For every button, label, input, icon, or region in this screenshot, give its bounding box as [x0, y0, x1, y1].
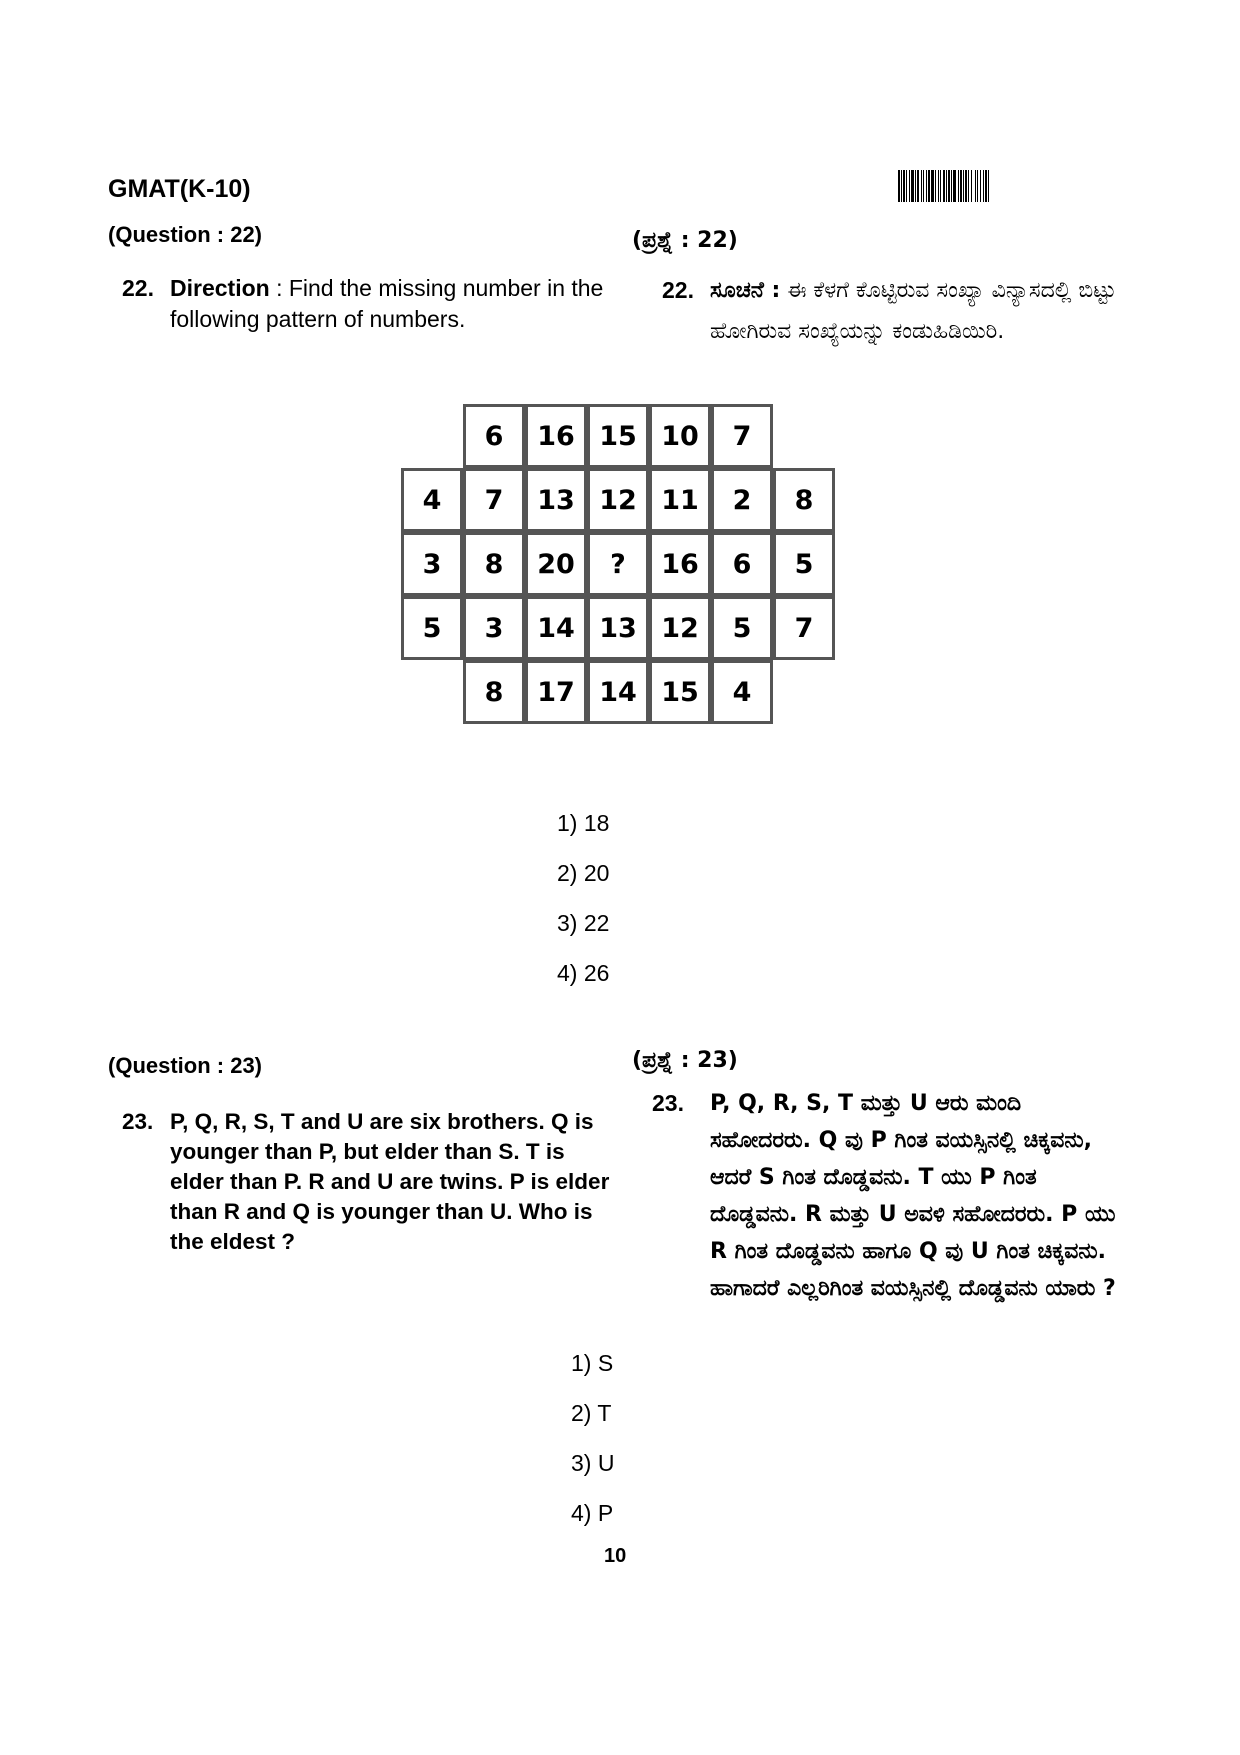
q22-heading-kn: (ಪ್ರಶ್ನೆ : 22): [632, 228, 738, 253]
grid-cell-r3-c2: 14: [525, 596, 587, 660]
grid-cell-r3-c4: 12: [649, 596, 711, 660]
q22-option-1[interactable]: 1) 18: [557, 810, 610, 836]
page-number: 10: [604, 1545, 627, 1567]
q23-option-3[interactable]: 3) U: [571, 1450, 615, 1476]
grid-cell-r3-c5: 5: [711, 596, 773, 660]
grid-cell-r4-c2: 17: [525, 660, 587, 724]
grid-cell-r3-c3: 13: [587, 596, 649, 660]
q22-number-kn: 22.: [662, 277, 694, 303]
q23-question-kn: [652, 1085, 1122, 1307]
grid-cell-r4-c5: 4: [711, 660, 773, 724]
grid-cell-r1-c2: 13: [525, 468, 587, 532]
grid-cell-r2-c2: 20: [525, 532, 587, 596]
q22-direction-en: [122, 273, 622, 335]
q22-option-2[interactable]: 2) 20: [557, 860, 610, 886]
q23-number: 23.: [122, 1109, 154, 1134]
grid-cell-r4-c4: 15: [649, 660, 711, 724]
grid-cell-r0-c1: 6: [463, 404, 525, 468]
direction-label: Direction: [170, 275, 270, 301]
grid-cell-r1-c3: 12: [587, 468, 649, 532]
q22-option-3[interactable]: 3) 22: [557, 910, 610, 936]
grid-cell-r2-c1: 8: [463, 532, 525, 596]
q23-option-2[interactable]: 2) T: [571, 1400, 612, 1426]
q23-text-en: P, Q, R, S, T and U are six brothers. Q is younger than P, but elder than S. T is elder than P. R and U are twins. P is elder than R and Q is younger than U. Who is the eldest ?: [170, 1109, 610, 1254]
direction-text-kn: ಈ ಕೆಳಗೆ ಕೊಟ್ಟಿರುವ ಸಂಖ್ಯಾ ವಿನ್ಯಾಸದಲ್ಲಿ ಬಿಟ್ಟು ಹೋಗಿರುವ ಸಂಖ್ಯೆಯನ್ನು ಕಂಡುಹಿಡಿಯಿರಿ.: [710, 278, 1117, 344]
grid-cell-r4-c3: 14: [587, 660, 649, 724]
grid-cell-r3-c6: 7: [773, 596, 835, 660]
grid-cell-r1-c0: 4: [401, 468, 463, 532]
grid-cell-r2-c0: 3: [401, 532, 463, 596]
q23-heading-en: (Question : 23): [108, 1053, 263, 1078]
grid-cell-r0-c3: 15: [587, 404, 649, 468]
grid-cell-r1-c1: 7: [463, 468, 525, 532]
barcode: [898, 170, 1108, 202]
q23-option-1[interactable]: 1) S: [571, 1350, 614, 1376]
grid-cell-r3-c0: 5: [401, 596, 463, 660]
grid-cell-r4-c1: 8: [463, 660, 525, 724]
grid-cell-r1-c5: 2: [711, 468, 773, 532]
grid-cell-r0-c5: 7: [711, 404, 773, 468]
grid-cell-r2-c3: ?: [587, 532, 649, 596]
q23-number-kn: 23.: [652, 1090, 684, 1116]
direction-text: : Find the missing number in the following pattern of numbers.: [170, 275, 604, 332]
q22-number: 22.: [122, 275, 154, 301]
q23-option-4[interactable]: 4) P: [571, 1500, 614, 1526]
grid-cell-r0-c4: 10: [649, 404, 711, 468]
q23-heading-kn: (ಪ್ರಶ್ನೆ : 23): [632, 1048, 738, 1073]
grid-cell-r2-c6: 5: [773, 532, 835, 596]
direction-label-kn: ಸೂಚನೆ :: [710, 278, 781, 303]
grid-cell-r0-c2: 16: [525, 404, 587, 468]
number-pattern-grid: [398, 401, 840, 729]
exam-code: GMAT(K-10): [108, 175, 251, 203]
grid-cell-r3-c1: 3: [463, 596, 525, 660]
q22-heading-en: (Question : 22): [108, 222, 263, 247]
grid-cell-r2-c4: 16: [649, 532, 711, 596]
grid-cell-r1-c6: 8: [773, 468, 835, 532]
q23-question-en: [122, 1107, 622, 1257]
grid-cell-r1-c4: 11: [649, 468, 711, 532]
q22-option-4[interactable]: 4) 26: [557, 960, 610, 986]
q23-text-kn: P, Q, R, S, T ಮತ್ತು U ಆರು ಮಂದಿ ಸಹೋದರರು. Q ವು P ಗಿಂತ ವಯಸ್ಸಿನಲ್ಲಿ ಚಿಕ್ಕವನು, ಆದರೆ S ಗಿಂತ ದೊಡ್ಡವನು. T ಯು P ಗಿಂತ ದೊಡ್ಡವನು. R ಮತ್ತು U ಅವಳಿ ಸಹೋದರರು. P ಯು R ಗಿಂತ ದೊಡ್ಡವನು ಹಾಗೂ Q ವು U ಗಿಂತ ಚಿಕ್ಕವನು. ಹಾಗಾದರೆ ಎಲ್ಲರಿಗಿಂತ ವಯಸ್ಸಿನಲ್ಲಿ ದೊಡ್ಡವನು ಯಾರು ?: [710, 1091, 1116, 1301]
grid-cell-r2-c5: 6: [711, 532, 773, 596]
q22-direction-kn: [662, 270, 1122, 352]
